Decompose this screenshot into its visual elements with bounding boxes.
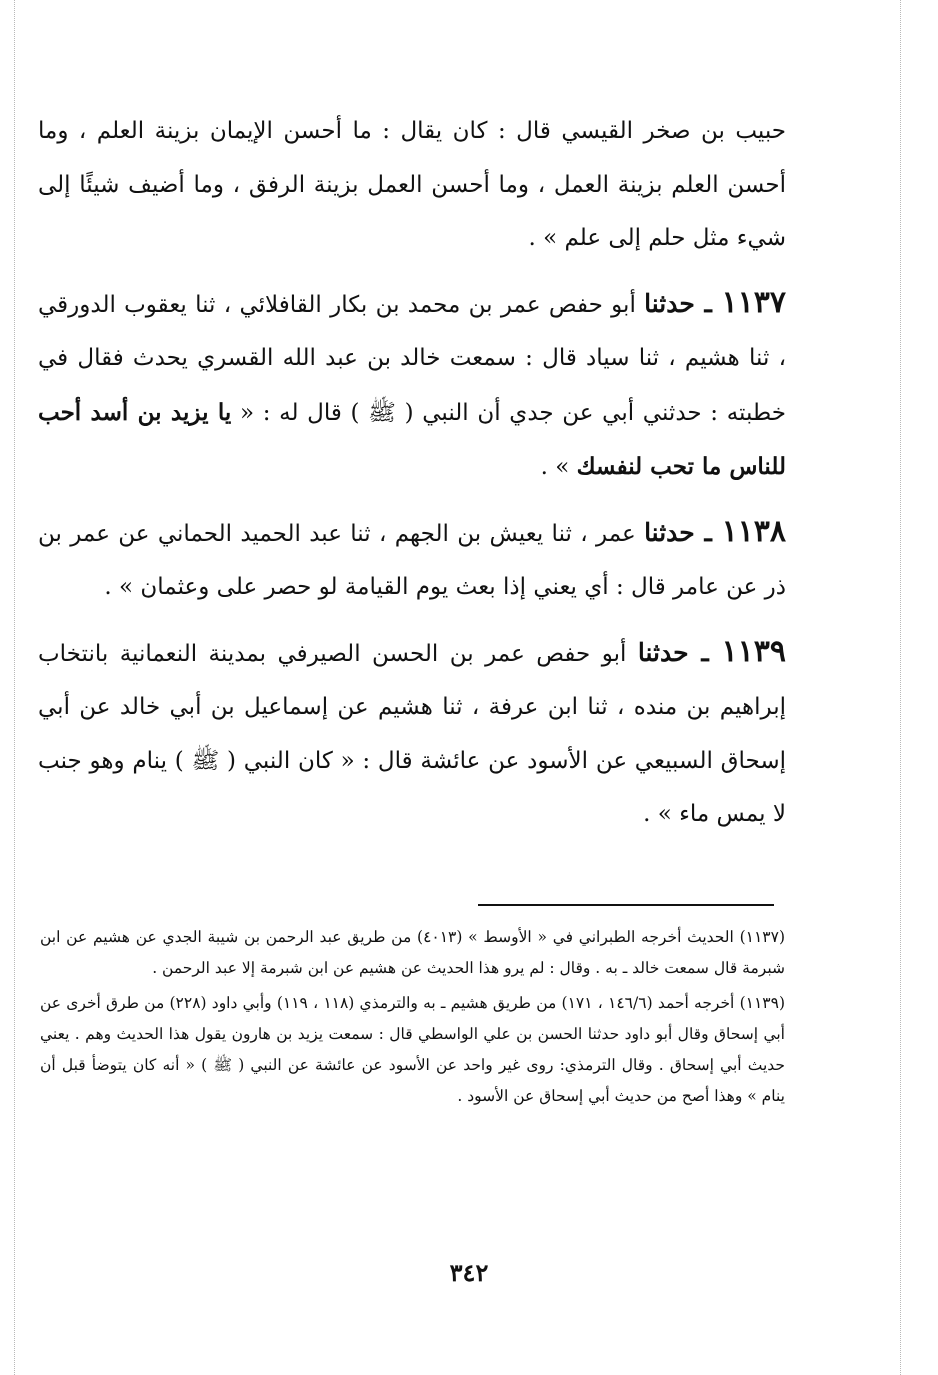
hadith-lead-word: حدثنا bbox=[644, 288, 695, 318]
hadith-lead-word: حدثنا bbox=[637, 637, 689, 667]
hadith-text: أبو حفص عمر بن الحسن الصيرفي بمدينة النعمانية بانتخاب إبراهيم بن منده ، ثنا ابن عرفة ، ثنا هشيم عن إسماعيل بن أبي خالد عن أبي إسحاق السبيعي عن الأسود عن عائشة قال : « كان النبي ( ﷺ ) ينام وهو جنب لا يمس ماء » . bbox=[38, 640, 786, 827]
hadith-dash: ـ bbox=[694, 517, 722, 547]
hadith-1138 bbox=[38, 505, 786, 615]
main-text-body bbox=[38, 105, 786, 852]
hadith-quote: يا يزيد بن أسد أحب للناس ما تحب لنفسك bbox=[38, 398, 786, 480]
footnotes bbox=[40, 922, 785, 1116]
footnote-1137: (١١٣٧) الحديث أخرجه الطبراني في « الأوسط » (٤٠١٣) من طريق عبد الرحمن بن شيبة الجدي عن هشيم عن ابن شبرمة قال سمعت خالد ـ به . وقال : لم يرو هذا الحديث عن هشيم عن ابن شبرمة إلا عبد الرحمن . bbox=[40, 928, 785, 977]
hadith-number: ١١٣٧ bbox=[721, 284, 786, 320]
hadith-dash: ـ bbox=[688, 637, 722, 667]
hadith-dash: ـ bbox=[694, 288, 722, 318]
hadith-text: عمر ، ثنا يعيش بن الجهم ، ثنا عبد الحميد الحماني عن عمر بن ذر عن عامر قال : أي يعني إذا بعث يوم القيامة لو حصر على وعثمان » . bbox=[38, 520, 786, 600]
hadith-number: ١١٣٩ bbox=[721, 633, 786, 669]
hadith-1139 bbox=[38, 625, 786, 842]
footnote-1139: (١١٣٩) أخرجه أحمد (١٤٦/٦ ، ١٧١) من طريق هشيم ـ به والترمذي (١١٨ ، ١١٩) وأبي داود (٢٢٨) من طرق أخرى عن أبي إسحاق وقال أبو داود حدثنا الحسن بن علي الواسطي قال : سمعت يزيد بن هارون يقول هذا الحديث وهم . يعني حديث أبي إسحاق . وقال الترمذي: روى غير واحد عن الأسود عن عائشة عن النبي ( ﷺ ) « أنه كان يتوضأ قبل أن ينام » وهذا أصح من حديث أبي إسحاق عن الأسود . bbox=[40, 994, 785, 1105]
page-number: ٣٤٢ bbox=[449, 1258, 489, 1287]
footnote-separator bbox=[478, 904, 774, 906]
hadith-lead-word: حدثنا bbox=[644, 517, 695, 547]
hadith-text: أبو حفص عمر بن محمد بن بكار القافلائي ، ثنا يعقوب الدورقي ، ثنا هشيم ، ثنا سياد قال : سمعت خالد بن عبد الله القسري يحدث فقال في خطبته : حدثني أبي عن جدي أن النبي ( ﷺ ) قال له : « bbox=[38, 291, 786, 426]
paragraph-text: حبيب بن صخر القيسي قال : كان يقال : ما أحسن الإيمان بزينة العلم ، وما أحسن العلم بزينة العمل ، وما أحسن العمل بزينة الرفق ، وما أضيف شيئًا إلى شيء مثل حلم إلى علم » . bbox=[38, 118, 786, 251]
hadith-number: ١١٣٨ bbox=[721, 513, 787, 549]
paragraph-continuation bbox=[38, 105, 786, 266]
hadith-1137 bbox=[38, 276, 786, 495]
hadith-tail: » . bbox=[540, 454, 577, 480]
left-margin-dots bbox=[14, 0, 15, 1375]
right-margin-dots bbox=[900, 0, 901, 1375]
